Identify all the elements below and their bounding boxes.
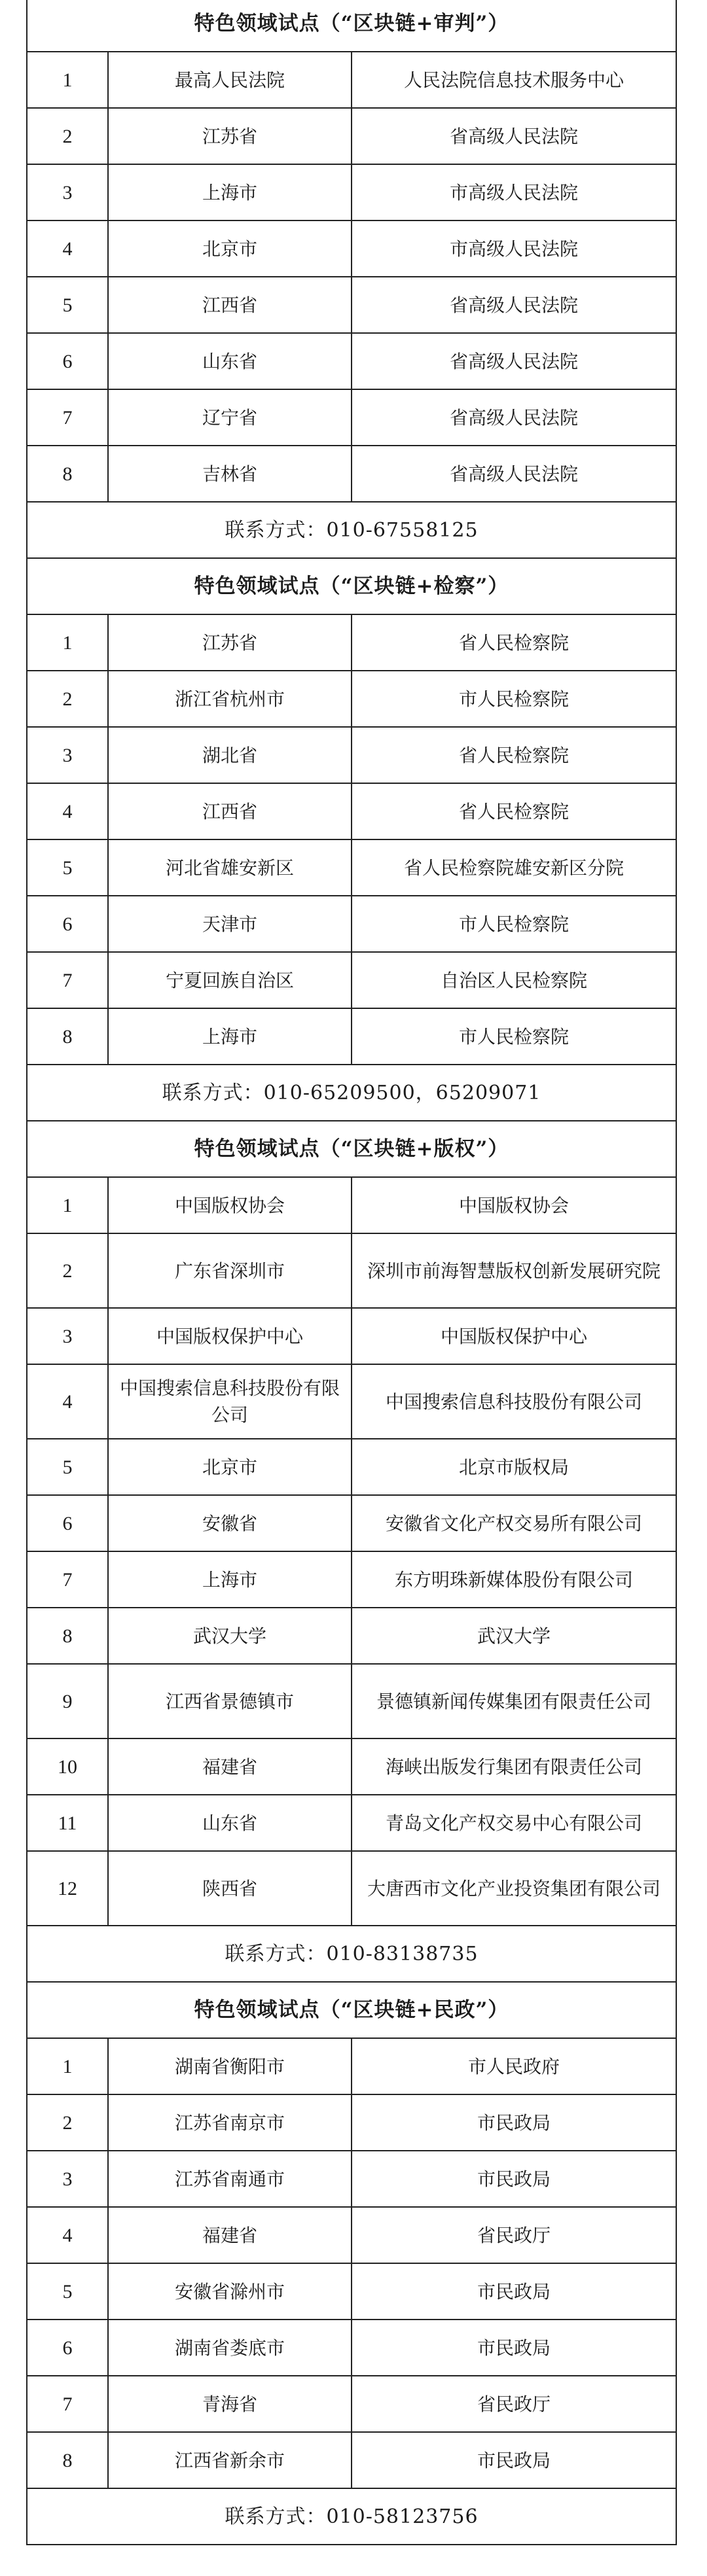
row-number-cell: 1 xyxy=(27,2038,108,2094)
region-cell: 上海市 xyxy=(108,1008,352,1065)
contact-info: 联系方式：010-83138735 xyxy=(27,1926,676,1982)
unit-cell: 大唐西市文化产业投资集团有限公司 xyxy=(352,1851,676,1926)
region-cell: 江苏省 xyxy=(108,108,352,164)
table-row xyxy=(27,1233,676,1308)
table-row xyxy=(27,1664,676,1738)
unit-cell: 市民政局 xyxy=(352,2263,676,2320)
row-number-cell: 3 xyxy=(27,727,108,783)
region-cell: 上海市 xyxy=(108,164,352,221)
table-row xyxy=(27,2376,676,2432)
table-row xyxy=(27,952,676,1008)
row-number-cell: 3 xyxy=(27,2151,108,2207)
row-number-cell: 6 xyxy=(27,896,108,952)
unit-cell: 武汉大学 xyxy=(352,1608,676,1664)
region-cell: 中国版权协会 xyxy=(108,1177,352,1233)
table-row xyxy=(27,446,676,502)
table-row xyxy=(27,1495,676,1551)
region-cell: 江苏省南通市 xyxy=(108,2151,352,2207)
table-row xyxy=(27,1439,676,1495)
unit-cell: 市人民检察院 xyxy=(352,671,676,727)
table-row xyxy=(27,2263,676,2320)
unit-cell: 景德镇新闻传媒集团有限责任公司 xyxy=(352,1664,676,1738)
contact-row xyxy=(27,502,676,558)
unit-cell: 市人民检察院 xyxy=(352,1008,676,1065)
row-number-cell: 6 xyxy=(27,333,108,389)
section-title: 特色领域试点（“区块链+民政”） xyxy=(27,1982,676,2038)
table-row xyxy=(27,1738,676,1795)
region-cell: 江西省新余市 xyxy=(108,2432,352,2488)
unit-cell: 省人民检察院 xyxy=(352,727,676,783)
row-number-cell: 6 xyxy=(27,1495,108,1551)
pilot-list-table xyxy=(26,0,677,2545)
row-number-cell: 5 xyxy=(27,277,108,333)
row-number-cell: 3 xyxy=(27,1308,108,1364)
unit-cell: 市高级人民法院 xyxy=(352,221,676,277)
region-cell: 湖南省娄底市 xyxy=(108,2320,352,2376)
region-cell: 中国版权保护中心 xyxy=(108,1308,352,1364)
row-number-cell: 7 xyxy=(27,952,108,1008)
row-number-cell: 1 xyxy=(27,52,108,108)
table-row xyxy=(27,839,676,896)
region-cell: 江西省 xyxy=(108,277,352,333)
region-cell: 江西省 xyxy=(108,783,352,839)
unit-cell: 省人民检察院 xyxy=(352,783,676,839)
unit-cell: 市人民检察院 xyxy=(352,896,676,952)
row-number-cell: 8 xyxy=(27,446,108,502)
row-number-cell: 2 xyxy=(27,671,108,727)
region-cell: 青海省 xyxy=(108,2376,352,2432)
unit-cell: 东方明珠新媒体股份有限公司 xyxy=(352,1551,676,1608)
unit-cell: 青岛文化产权交易中心有限公司 xyxy=(352,1795,676,1851)
row-number-cell: 8 xyxy=(27,1608,108,1664)
section-title: 特色领域试点（“区块链+审判”） xyxy=(27,0,676,52)
region-cell: 湖北省 xyxy=(108,727,352,783)
unit-cell: 省高级人民法院 xyxy=(352,446,676,502)
table-row xyxy=(27,164,676,221)
region-cell: 江西省景德镇市 xyxy=(108,1664,352,1738)
row-number-cell: 2 xyxy=(27,1233,108,1308)
row-number-cell: 8 xyxy=(27,2432,108,2488)
region-cell: 山东省 xyxy=(108,333,352,389)
table-row xyxy=(27,2038,676,2094)
table-row xyxy=(27,1364,676,1439)
unit-cell: 市人民政府 xyxy=(352,2038,676,2094)
region-cell: 山东省 xyxy=(108,1795,352,1851)
unit-cell: 市民政局 xyxy=(352,2320,676,2376)
region-cell: 江苏省 xyxy=(108,614,352,671)
table-row xyxy=(27,783,676,839)
contact-row xyxy=(27,1926,676,1982)
region-cell: 中国搜索信息科技股份有限公司 xyxy=(108,1364,352,1439)
row-number-cell: 5 xyxy=(27,2263,108,2320)
region-cell: 辽宁省 xyxy=(108,389,352,446)
row-number-cell: 7 xyxy=(27,389,108,446)
unit-cell: 中国版权协会 xyxy=(352,1177,676,1233)
unit-cell: 市民政局 xyxy=(352,2094,676,2151)
row-number-cell: 6 xyxy=(27,2320,108,2376)
row-number-cell: 7 xyxy=(27,1551,108,1608)
unit-cell: 省人民检察院雄安新区分院 xyxy=(352,839,676,896)
region-cell: 最高人民法院 xyxy=(108,52,352,108)
table-row xyxy=(27,896,676,952)
table-row xyxy=(27,614,676,671)
contact-row xyxy=(27,1065,676,1121)
contact-info: 联系方式：010-67558125 xyxy=(27,502,676,558)
unit-cell: 中国版权保护中心 xyxy=(352,1308,676,1364)
section-title: 特色领域试点（“区块链+检察”） xyxy=(27,558,676,614)
unit-cell: 深圳市前海智慧版权创新发展研究院 xyxy=(352,1233,676,1308)
table-row xyxy=(27,1308,676,1364)
region-cell: 浙江省杭州市 xyxy=(108,671,352,727)
table-row xyxy=(27,1008,676,1065)
row-number-cell: 11 xyxy=(27,1795,108,1851)
table-row xyxy=(27,333,676,389)
row-number-cell: 2 xyxy=(27,2094,108,2151)
region-cell: 宁夏回族自治区 xyxy=(108,952,352,1008)
region-cell: 上海市 xyxy=(108,1551,352,1608)
row-number-cell: 7 xyxy=(27,2376,108,2432)
unit-cell: 省民政厅 xyxy=(352,2207,676,2263)
table-row xyxy=(27,1851,676,1926)
row-number-cell: 8 xyxy=(27,1008,108,1065)
table-row xyxy=(27,2432,676,2488)
section-title: 特色领域试点（“区块链+版权”） xyxy=(27,1121,676,1177)
region-cell: 北京市 xyxy=(108,1439,352,1495)
region-cell: 福建省 xyxy=(108,1738,352,1795)
table-row xyxy=(27,1177,676,1233)
section-header-row xyxy=(27,1121,676,1177)
row-number-cell: 1 xyxy=(27,614,108,671)
table-row xyxy=(27,1551,676,1608)
row-number-cell: 12 xyxy=(27,1851,108,1926)
unit-cell: 自治区人民检察院 xyxy=(352,952,676,1008)
unit-cell: 海峡出版发行集团有限责任公司 xyxy=(352,1738,676,1795)
table-row xyxy=(27,108,676,164)
row-number-cell: 2 xyxy=(27,108,108,164)
contact-info: 联系方式：010-65209500，65209071 xyxy=(27,1065,676,1121)
unit-cell: 省高级人民法院 xyxy=(352,108,676,164)
table-row xyxy=(27,221,676,277)
table-row xyxy=(27,2094,676,2151)
region-cell: 河北省雄安新区 xyxy=(108,839,352,896)
contact-info: 联系方式：010-58123756 xyxy=(27,2488,676,2545)
unit-cell: 人民法院信息技术服务中心 xyxy=(352,52,676,108)
row-number-cell: 3 xyxy=(27,164,108,221)
unit-cell: 市高级人民法院 xyxy=(352,164,676,221)
table-row xyxy=(27,671,676,727)
row-number-cell: 10 xyxy=(27,1738,108,1795)
table-row xyxy=(27,1795,676,1851)
unit-cell: 北京市版权局 xyxy=(352,1439,676,1495)
region-cell: 安徽省 xyxy=(108,1495,352,1551)
region-cell: 湖南省衡阳市 xyxy=(108,2038,352,2094)
table-row xyxy=(27,277,676,333)
region-cell: 安徽省滁州市 xyxy=(108,2263,352,2320)
contact-row xyxy=(27,2488,676,2545)
region-cell: 天津市 xyxy=(108,896,352,952)
section-header-row xyxy=(27,558,676,614)
row-number-cell: 1 xyxy=(27,1177,108,1233)
table-row xyxy=(27,727,676,783)
row-number-cell: 5 xyxy=(27,839,108,896)
row-number-cell: 9 xyxy=(27,1664,108,1738)
row-number-cell: 4 xyxy=(27,2207,108,2263)
region-cell: 江苏省南京市 xyxy=(108,2094,352,2151)
region-cell: 吉林省 xyxy=(108,446,352,502)
unit-cell: 中国搜索信息科技股份有限公司 xyxy=(352,1364,676,1439)
region-cell: 陕西省 xyxy=(108,1851,352,1926)
region-cell: 广东省深圳市 xyxy=(108,1233,352,1308)
table-row xyxy=(27,389,676,446)
region-cell: 武汉大学 xyxy=(108,1608,352,1664)
unit-cell: 市民政局 xyxy=(352,2151,676,2207)
row-number-cell: 4 xyxy=(27,221,108,277)
unit-cell: 省高级人民法院 xyxy=(352,277,676,333)
table-row xyxy=(27,2151,676,2207)
table-row xyxy=(27,52,676,108)
row-number-cell: 4 xyxy=(27,783,108,839)
section-header-row xyxy=(27,0,676,52)
table-row xyxy=(27,2320,676,2376)
unit-cell: 安徽省文化产权交易所有限公司 xyxy=(352,1495,676,1551)
unit-cell: 省高级人民法院 xyxy=(352,333,676,389)
row-number-cell: 4 xyxy=(27,1364,108,1439)
unit-cell: 省高级人民法院 xyxy=(352,389,676,446)
section-header-row xyxy=(27,1982,676,2038)
row-number-cell: 5 xyxy=(27,1439,108,1495)
unit-cell: 市民政局 xyxy=(352,2432,676,2488)
table-row xyxy=(27,1608,676,1664)
table-row xyxy=(27,2207,676,2263)
region-cell: 福建省 xyxy=(108,2207,352,2263)
region-cell: 北京市 xyxy=(108,221,352,277)
unit-cell: 省人民检察院 xyxy=(352,614,676,671)
unit-cell: 省民政厅 xyxy=(352,2376,676,2432)
